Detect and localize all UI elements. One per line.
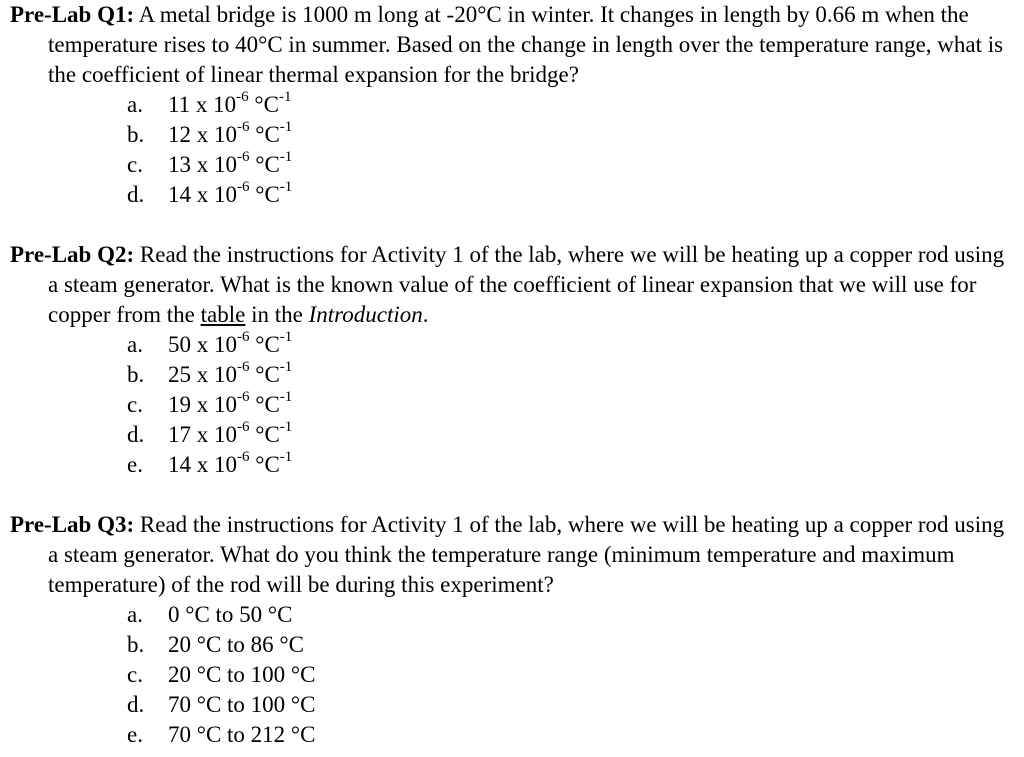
choice-value [168,150,292,180]
choice-exponent: -6 [237,449,250,466]
choice-mantissa: 17 x 10 [168,422,237,447]
choice-value [168,90,291,120]
choice-letter: b. [127,362,145,387]
choice-letter: d. [127,422,145,447]
choice-value [168,330,292,360]
choice-value [168,390,292,420]
choice-letter: a. [127,602,143,627]
choice-value: 20 °C to 86 °C [168,632,304,657]
choice-exponent: -6 [237,149,250,166]
choice-exponent: -6 [237,359,250,376]
choice-item [10,690,1015,720]
question-2-label: Pre-Lab Q2: [10,242,135,267]
question-2 [10,240,1015,480]
choice-letter: c. [127,152,143,177]
choice-letter: c. [127,392,143,417]
choice-unit: °C [248,92,279,117]
choice-unit-exponent: -1 [279,119,293,136]
choice-unit-exponent: -1 [279,419,293,436]
choice-value [168,360,292,390]
choice-letter: d. [127,692,145,717]
choice-exponent: -6 [236,89,249,106]
choice-mantissa: 19 x 10 [168,392,237,417]
choice-unit-exponent: -1 [279,389,293,406]
question-3 [10,510,1015,750]
choice-mantissa: 14 x 10 [168,452,237,477]
choice-unit: °C [249,362,280,387]
choice-value [168,450,292,480]
question-2-choices [10,330,1015,480]
choice-item [10,330,1015,360]
choice-value [168,180,292,210]
question-2-text: Read the instructions for Activity 1 of the lab, where we will be heating up a copper rod using a steam generator. What is the known value of the coefficient of linear expansion that we will use for copper from the [48,242,1005,327]
choice-unit: °C [249,422,280,447]
choice-unit: °C [249,392,280,417]
choice-item [10,720,1015,750]
choice-item [10,150,1015,180]
choice-mantissa: 11 x 10 [168,92,237,117]
choice-item [10,600,1015,630]
choice-letter: a. [127,92,143,117]
choice-exponent: -6 [237,419,250,436]
table-link-text: table [200,302,246,327]
choice-item [10,450,1015,480]
choice-mantissa: 13 x 10 [168,152,237,177]
choice-unit: °C [249,122,280,147]
choice-mantissa: 12 x 10 [168,122,237,147]
introduction-text: Introduction [308,302,423,327]
question-2-stem [10,240,1015,330]
choice-letter: a. [127,332,143,357]
question-2-text-end: . [422,302,429,327]
choice-letter: d. [127,182,145,207]
choice-unit-exponent: -1 [278,89,292,106]
choice-letter: e. [127,722,143,747]
question-1-stem [10,0,1015,90]
choice-unit: °C [249,182,280,207]
choice-exponent: -6 [237,179,250,196]
choice-item [10,90,1015,120]
choice-unit: °C [249,332,280,357]
choice-value: 20 °C to 100 °C [168,662,316,687]
question-3-label: Pre-Lab Q3: [10,512,135,537]
choice-unit: °C [249,452,280,477]
choice-unit-exponent: -1 [279,329,293,346]
question-1-choices [10,90,1015,210]
choice-item [10,660,1015,690]
choice-unit-exponent: -1 [279,179,293,196]
question-3-choices [10,600,1015,750]
choice-exponent: -6 [237,119,250,136]
choice-value [168,120,292,150]
question-3-text: Read the instructions for Activity 1 of the lab, where we will be heating up a copper rod using a steam generator. What do you think the temperature range (minimum temperature and maximum temperature) of the rod will be during this experiment? [48,512,1005,597]
choice-exponent: -6 [237,329,250,346]
choice-item [10,120,1015,150]
choice-unit-exponent: -1 [279,449,293,466]
choice-unit-exponent: -1 [279,359,293,376]
choice-unit-exponent: -1 [279,149,293,166]
choice-value: 70 °C to 100 °C [168,692,316,717]
choice-item [10,390,1015,420]
question-3-stem [10,510,1015,600]
choice-mantissa: 25 x 10 [168,362,237,387]
choice-item [10,180,1015,210]
choice-letter: c. [127,662,143,687]
question-1 [10,0,1015,210]
choice-unit: °C [249,152,280,177]
choice-value: 70 °C to 212 °C [168,722,316,747]
question-1-label: Pre-Lab Q1: [10,2,135,27]
choice-item [10,630,1015,660]
choice-item [10,360,1015,390]
choice-letter: b. [127,122,145,147]
choice-value: 0 °C to 50 °C [168,602,293,627]
choice-mantissa: 50 x 10 [168,332,237,357]
choice-letter: e. [127,452,143,477]
choice-mantissa: 14 x 10 [168,182,237,207]
choice-item [10,420,1015,450]
choice-exponent: -6 [237,389,250,406]
question-1-text: A metal bridge is 1000 m long at -20°C in winter. It changes in length by 0.66 m when the temperature rises to 40°C in summer. Based on the change in length over the temperature range, what is the coefficient of linear thermal expansion for the bridge? [48,2,1004,87]
choice-letter: b. [127,632,145,657]
choice-value [168,420,292,450]
question-2-text-middle: in the [245,302,309,327]
